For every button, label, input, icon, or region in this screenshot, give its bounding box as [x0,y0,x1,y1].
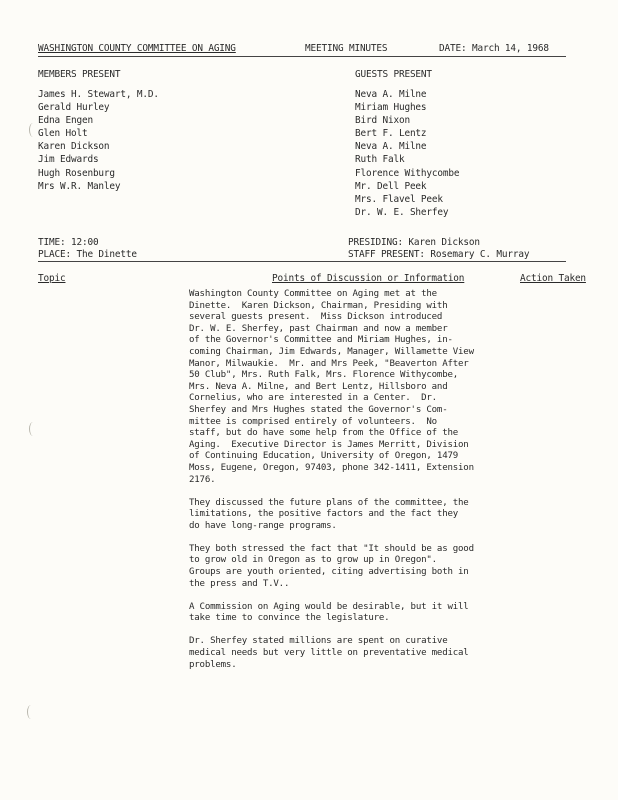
paragraph: A Commission on Aging would be desirable, but it will take time to convince the legislature. [189,601,469,624]
member-name: Hugh Rosenburg [38,167,115,179]
member-name: Karen Dickson [38,141,110,153]
guest-name: Mrs. Flavel Peek [355,193,443,205]
guest-name: Neva A. Milne [355,89,427,100]
member-name: Glen Holt [38,128,88,140]
paragraph: They discussed the future plans of the committee, the limitations, the positive factors and the fact they do have long-range programs. [189,497,469,531]
guest-name: Ruth Falk [355,154,405,166]
members-list [38,88,159,193]
members-heading: MEMBERS PRESENT [38,69,121,80]
paragraph: Washington County Committee on Aging met at the Dinette. Karen Dickson, Chairman, Presiding with several guests present. Miss Dickson introduced Dr. W. E. Sherfey, past Chairman and now a member of the Governor's Committee and Miriam Hughes, in- coming Chairman, Jim Edwards, Manager, Willamette View Manor, Milwaukie. Mr. and Mrs Peek, "Beaverton After 50 Club", Mrs. Ruth Falk, Mrs. Florence Withycombe, Mrs. Neva A. Milne, and Bert Lentz, Hillsboro and Cornelius, who are interested in a Center. Dr. Sherfey and Mrs Hughes stated the Governor's Com- mittee is comprised entirely of volunteers. No staff, but do have some help from the Office of the Aging. Executive Director is James Merritt, Division of Continuing Education, University of Oregon, 1479 Moss, Eugene, Oregon, 97403, phone 342-1411, Extension 2176. [189,289,474,485]
member-name: James H. Stewart, M.D. [38,89,159,100]
paragraph: They both stressed the fact that "It should be as good to grow old in Oregon as to grow up in Oregon". Groups are youth oriented, citing advertising both in the press and T.V.. [189,543,474,589]
column-topic: Topic [38,273,66,284]
column-action: Action Taken [520,273,586,284]
member-name: Jim Edwards [38,154,99,166]
meeting-date: DATE: March 14, 1968 [439,43,549,54]
header-rule [38,56,566,57]
meeting-time: TIME: 12:00 [38,237,99,248]
document-type: MEETING MINUTES [305,43,388,54]
punch-hole-mark [29,422,37,436]
punch-hole-mark [27,705,35,719]
meeting-rule [38,261,566,262]
presiding: PRESIDING: Karen Dickson [348,237,480,248]
committee-name: WASHINGTON COUNTY COMMITTEE ON AGING [38,43,236,54]
guests-heading: GUESTS PRESENT [355,69,432,80]
guest-name: Mr. Dell Peek [355,180,427,192]
guest-name: Dr. W. E. Sherfey [355,206,449,218]
guest-name: Neva A. Milne [355,141,427,153]
staff-present: STAFF PRESENT: Rosemary C. Murray [348,249,530,260]
guest-name: Florence Withycombe [355,167,460,179]
member-name: Mrs W.R. Manley [38,180,121,192]
column-points: Points of Discussion or Information [272,273,465,284]
guest-name: Miriam Hughes [355,102,427,114]
member-name: Gerald Hurley [38,102,110,114]
guests-list [355,88,459,219]
meeting-place: PLACE: The Dinette [38,249,137,260]
guest-name: Bert F. Lentz [355,128,427,140]
member-name: Edna Engen [38,115,93,127]
punch-hole-mark [29,123,37,137]
paragraph: Dr. Sherfey stated millions are spent on curative medical needs but very little on preventative medical problems. [189,636,469,670]
discussion-body [189,289,519,683]
guest-name: Bird Nixon [355,115,410,127]
